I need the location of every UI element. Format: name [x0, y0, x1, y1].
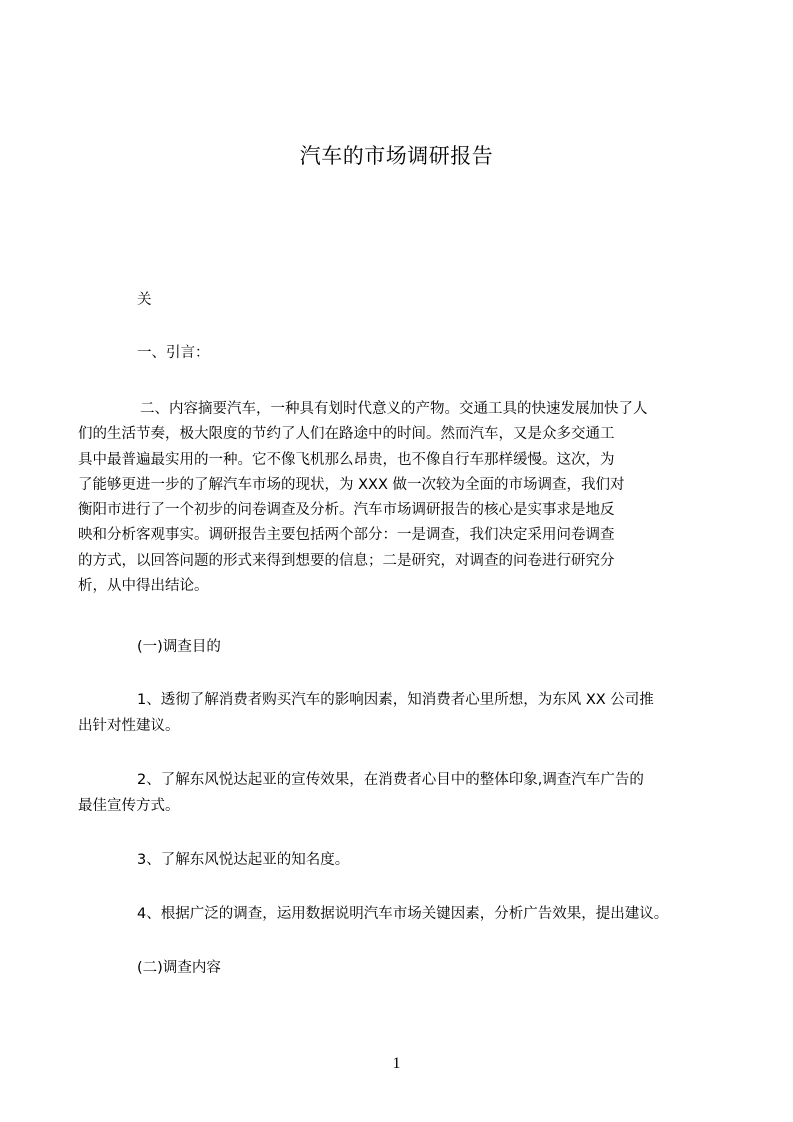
abstract-line: 了能够更进一步的了解汽车市场的现状，为 XXX 做一次较为全面的市场调查，我们对	[78, 476, 625, 493]
section1-heading: (一)调查目的	[137, 639, 221, 655]
section2-heading: (二)调查内容	[137, 960, 221, 976]
document-title: 汽车的市场调研报告	[299, 144, 494, 168]
abstract-line: 的方式，以回答问题的形式来得到想要的信息；二是研究，对调查的问卷进行研究分	[78, 552, 615, 569]
abstract-line: 衡阳市进行了一个初步的问卷调查及分析。汽车市场调研报告的核心是实事求是地反	[78, 502, 615, 519]
abstract-line: 映和分析客观事实。调研报告主要包括两个部分：一是调查，我们决定采用问卷调查	[78, 527, 615, 544]
item1-line1: 1、透彻了解消费者购买汽车的影响因素，知消费者心里所想，为东风 XX 公司推	[137, 692, 654, 708]
item3-line: 3、了解东风悦达起亚的知名度。	[137, 852, 350, 868]
page-number: 1	[392, 1055, 401, 1072]
item4-line: 4、根据广泛的调查，运用数据说明汽车市场关键因素，分析广告效果，提出建议。	[137, 906, 669, 922]
item2-line1: 2、了解东风悦达起亚的宣传效果，在消费者心目中的整体印象,调查汽车广告的	[137, 772, 644, 788]
abstract-paragraph	[78, 397, 718, 599]
abstract-line: 具中最普遍最实用的一种。它不像飞机那么昂贵，也不像自行车那样缓慢。这次，为	[78, 451, 615, 468]
intro-heading: 一、引言：	[137, 345, 210, 361]
abstract-line: 二、内容摘要汽车，一种具有划时代意义的产物。交通工具的快速发展加快了人	[140, 401, 648, 417]
abstract-line: 析，从中得出结论。	[78, 578, 209, 595]
item1-line2: 出针对性建议。	[78, 718, 180, 734]
guan-text: 关	[137, 292, 152, 308]
item2-line2: 最佳宣传方式。	[78, 798, 180, 814]
abstract-line: 们的生活节奏，极大限度的节约了人们在路途中的时间。然而汽车，又是众多交通工	[78, 426, 615, 443]
